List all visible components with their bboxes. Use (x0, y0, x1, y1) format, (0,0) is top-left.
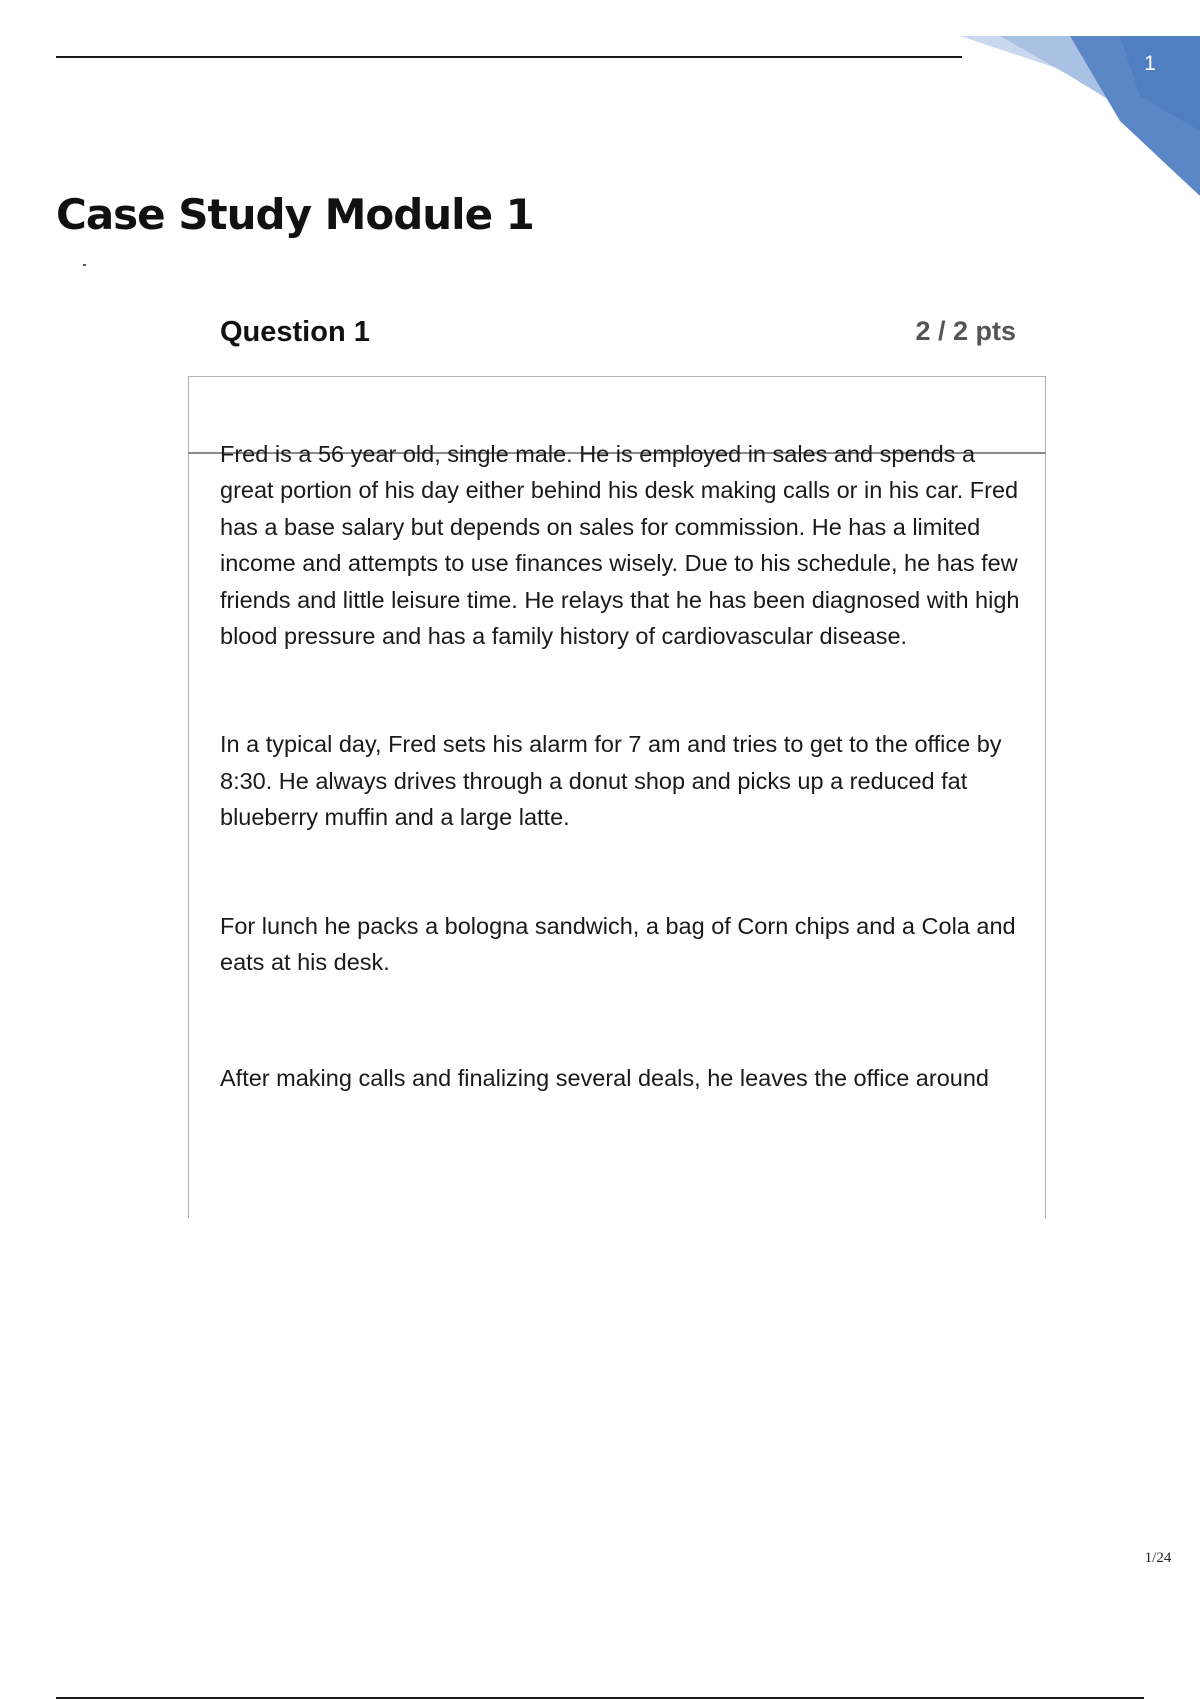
stray-mark (83, 264, 86, 266)
page-counter: 1/24 (1144, 1550, 1172, 1566)
question-paragraph: Fred is a 56 year old, single male. He is employed in sales and spends a great portion of his day either behind his desk making calls or in his car. Fred has a base salary but depends on sales for commission. He has a limited income and attempts to use finances wisely. Due to his schedule, he has few friends and little leisure time. He relays that he has been diagnosed with high blood pressure and has a family history of cardiovascular disease. (220, 441, 1020, 650)
question-header (220, 316, 1016, 356)
document-title: Case Study Module 1 (56, 190, 534, 239)
question-points: 2 / 2 pts (915, 316, 1016, 346)
corner-decoration (960, 36, 1200, 196)
question-title: Question 1 (220, 316, 370, 348)
header-rule (56, 56, 962, 58)
footer-rule (56, 1697, 1144, 1699)
header-page-number: 1 (1144, 52, 1156, 75)
question-paragraph: In a typical day, Fred sets his alarm for 7 am and tries to get to the office by 8:30. He always drives through a donut shop and picks up a reduced fat blueberry muffin and a large latte. (220, 731, 1002, 831)
question-paragraph: For lunch he packs a bologna sandwich, a bag of Corn chips and a Cola and eats at his desk. (220, 912, 1016, 976)
question-body (220, 436, 1020, 1097)
question-paragraph: After making calls and finalizing several deals, he leaves the office around (220, 1065, 989, 1092)
